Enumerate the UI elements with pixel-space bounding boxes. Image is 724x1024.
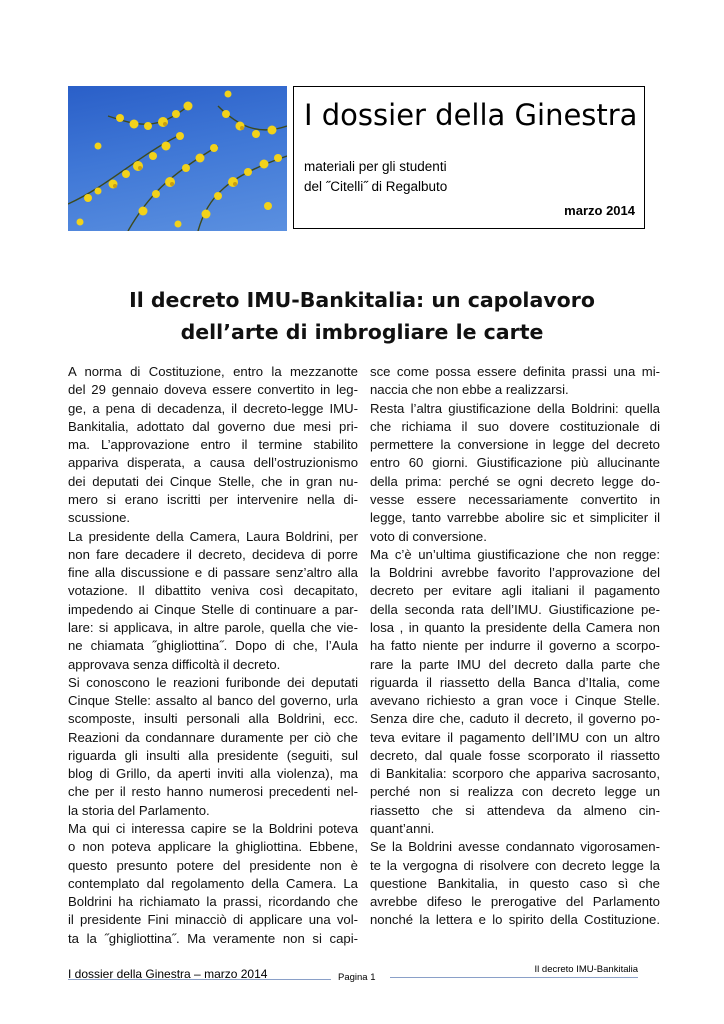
text-line: dei deputati dei Cinque Stelle, che in gran nu-: [68, 473, 358, 489]
text-line: che richiama il suo dovere costituzionale di: [370, 418, 660, 434]
masthead-title: I dossier della Ginestra: [304, 98, 638, 132]
ginestra-photo: [68, 86, 287, 231]
subtitle-line: materiali per gli studenti: [304, 159, 447, 174]
text-line: rare la parte IMU del decreto dalla parte che: [370, 656, 660, 672]
footer-right: Il decreto IMU-Bankitalia: [534, 964, 638, 975]
text-line: voto di conversione.: [370, 528, 487, 544]
text-line: permettere la conversione in legge del decreto: [370, 437, 660, 453]
text-line: legge, tanto varrebbe abolire sic et simpliciter il: [370, 510, 660, 526]
subtitle-line: del ˝Citelli˝ di Regalbuto: [304, 179, 448, 194]
text-line: ta la ˝ghigliottina˝. Ma veramente non si capi-: [68, 930, 358, 946]
text-line: ne chiamata ˝ghigliottina˝. Dopo di che, l’Aula: [68, 638, 358, 654]
text-line: teva evitare il pagamento dell’IMU con un altro: [370, 729, 660, 745]
text-line: avevano richiesto a gran voce i Cinque Stelle.: [370, 693, 660, 709]
text-line: perché non si realizza con decreto legge un: [370, 784, 660, 800]
text-line: la storia del Parlamento.: [68, 802, 210, 818]
issue-date: marzo 2014: [564, 203, 635, 218]
text-line: mero si erano iscritti per intervenire nella di-: [68, 491, 358, 507]
text-line: appariva disperata, a causa dell’ostruzionismo: [68, 455, 358, 471]
page-number: Pagina 1: [338, 972, 376, 983]
text-line: blog di Grillo, da aperti inviti alla violenza), ma: [68, 766, 358, 782]
text-line: ha fatto niente per indurre il governo a scorpo-: [370, 638, 660, 654]
text-line: della prima: perché se ogni decreto legge do-: [370, 473, 660, 489]
text-line: ge, a pena di decadenza, il decreto-legge IMU-: [68, 400, 358, 416]
text-line: non fare decadere il decreto, decideva di porre: [68, 546, 358, 562]
text-line: Senza dire che, caduto il decreto, il governo po-: [370, 711, 660, 727]
text-line: la Boldrini avrebbe favorito l’approvazione del: [370, 565, 660, 581]
text-line: A norma di Costituzione, entro la mezzanotte: [68, 364, 358, 379]
text-line: sce come possa essere definita prassi una mi-: [370, 364, 660, 379]
text-line: votazione. Il dibattito veniva così decapitato,: [68, 583, 358, 599]
text-line: losa , in quanto la presidente della Camera non: [370, 619, 660, 635]
text-line: Se la Boldrini avesse condannato vigorosamen-: [370, 839, 660, 855]
text-line: vesse essere necessariamente convertito in: [370, 491, 660, 507]
text-line: impedendo ai Cinque Stelle di continuare a par-: [68, 601, 358, 617]
text-line: lare: si applicava, in altre parole, quella che vie-: [68, 619, 358, 635]
text-line: che per il resto hanno numerosi precedenti nel-: [68, 784, 358, 800]
text-line: del 29 gennaio doveva essere convertito in leg-: [68, 382, 358, 398]
text-line: Resta l’altra giustificazione della Boldrini: quella: [370, 400, 660, 416]
flower-image: [68, 86, 287, 231]
text-line: scomposte, insulti personali alla Boldrini, ecc.: [68, 711, 358, 727]
text-line: il presidente Fini minacciò di applicare una vol-: [68, 912, 358, 928]
text-line: decreto, dal quale fosse scorporato il riassetto: [370, 747, 660, 763]
text-line: Bankitalia, adottato dal governo due mesi pri-: [68, 418, 358, 434]
text-line: La presidente della Camera, Laura Boldrini, per: [68, 528, 358, 544]
text-line: nonché la lettera e lo spirito della Costituzione.: [370, 912, 660, 928]
title-line: dell’arte di imbrogliare le carte: [180, 320, 544, 344]
text-line: Si conoscono le reazioni furibonde dei deputati: [68, 674, 358, 690]
footer-divider: [68, 979, 331, 980]
text-line: della seconda rata dell’IMU. Giustificazione pe-: [370, 601, 660, 617]
footer-divider: [390, 977, 638, 978]
text-line: entro 60 giorni. Giustificazione più allucinante: [370, 455, 660, 471]
text-line: Cinque Stelle: assalto al banco del governo, urla: [68, 693, 358, 709]
text-line: questione Bankitalia, in questo caso sì che: [370, 875, 660, 891]
text-line: approvava senza difficoltà il decreto.: [68, 656, 281, 672]
text-line: te la vergogna di risolvere con decreto legge la: [370, 857, 660, 873]
text-line: riassetto che si attendeva da almeno cin-: [370, 802, 660, 818]
footer-left: I dossier della Ginestra – marzo 2014: [68, 967, 268, 981]
text-line: Reazioni da condannare duramente per ciò che: [68, 729, 358, 745]
text-line: riguarda gli insulti alla presidente (seguiti, sul: [68, 747, 358, 763]
text-line: naccia che non ebbe a realizzarsi.: [370, 382, 569, 398]
text-line: o non poteva applicare la ghigliottina. Ebbene,: [68, 839, 358, 855]
text-line: riguarda il riassetto della Banca d’Italia, come: [370, 674, 660, 690]
text-line: Ma c’è un’ultima giustificazione che non regge:: [370, 546, 660, 562]
text-line: fine alla discussione e di passare senz’altro alla: [68, 565, 358, 581]
masthead-box: [293, 86, 645, 229]
article-column-right: [370, 363, 660, 930]
text-line: quant’anni.: [370, 821, 435, 837]
text-line: avrebbe difeso le prerogative del Parlamento: [370, 894, 660, 910]
text-line: ma. L’approvazione entro il termine stabilito: [68, 437, 358, 453]
text-line: Ma qui ci interessa capire se la Boldrini poteva: [68, 821, 358, 837]
text-line: Boldrini ha richiamato la prassi, ricordando che: [68, 894, 358, 910]
text-line: decreto per evitare agli italiani il pagamento: [370, 583, 660, 599]
title-line: Il decreto IMU-Bankitalia: un capolavoro: [129, 288, 595, 312]
masthead-subtitle: [304, 157, 447, 197]
article-title: [40, 284, 684, 348]
text-line: contemplato dal regolamento della Camera. La: [68, 875, 358, 891]
text-line: di Bankitalia: scorporo che appariva sacrosanto,: [370, 766, 660, 782]
article-column-left: [68, 363, 358, 948]
text-line: scussione.: [68, 510, 131, 526]
text-line: questo presunto potere del presidente non è: [68, 857, 358, 873]
